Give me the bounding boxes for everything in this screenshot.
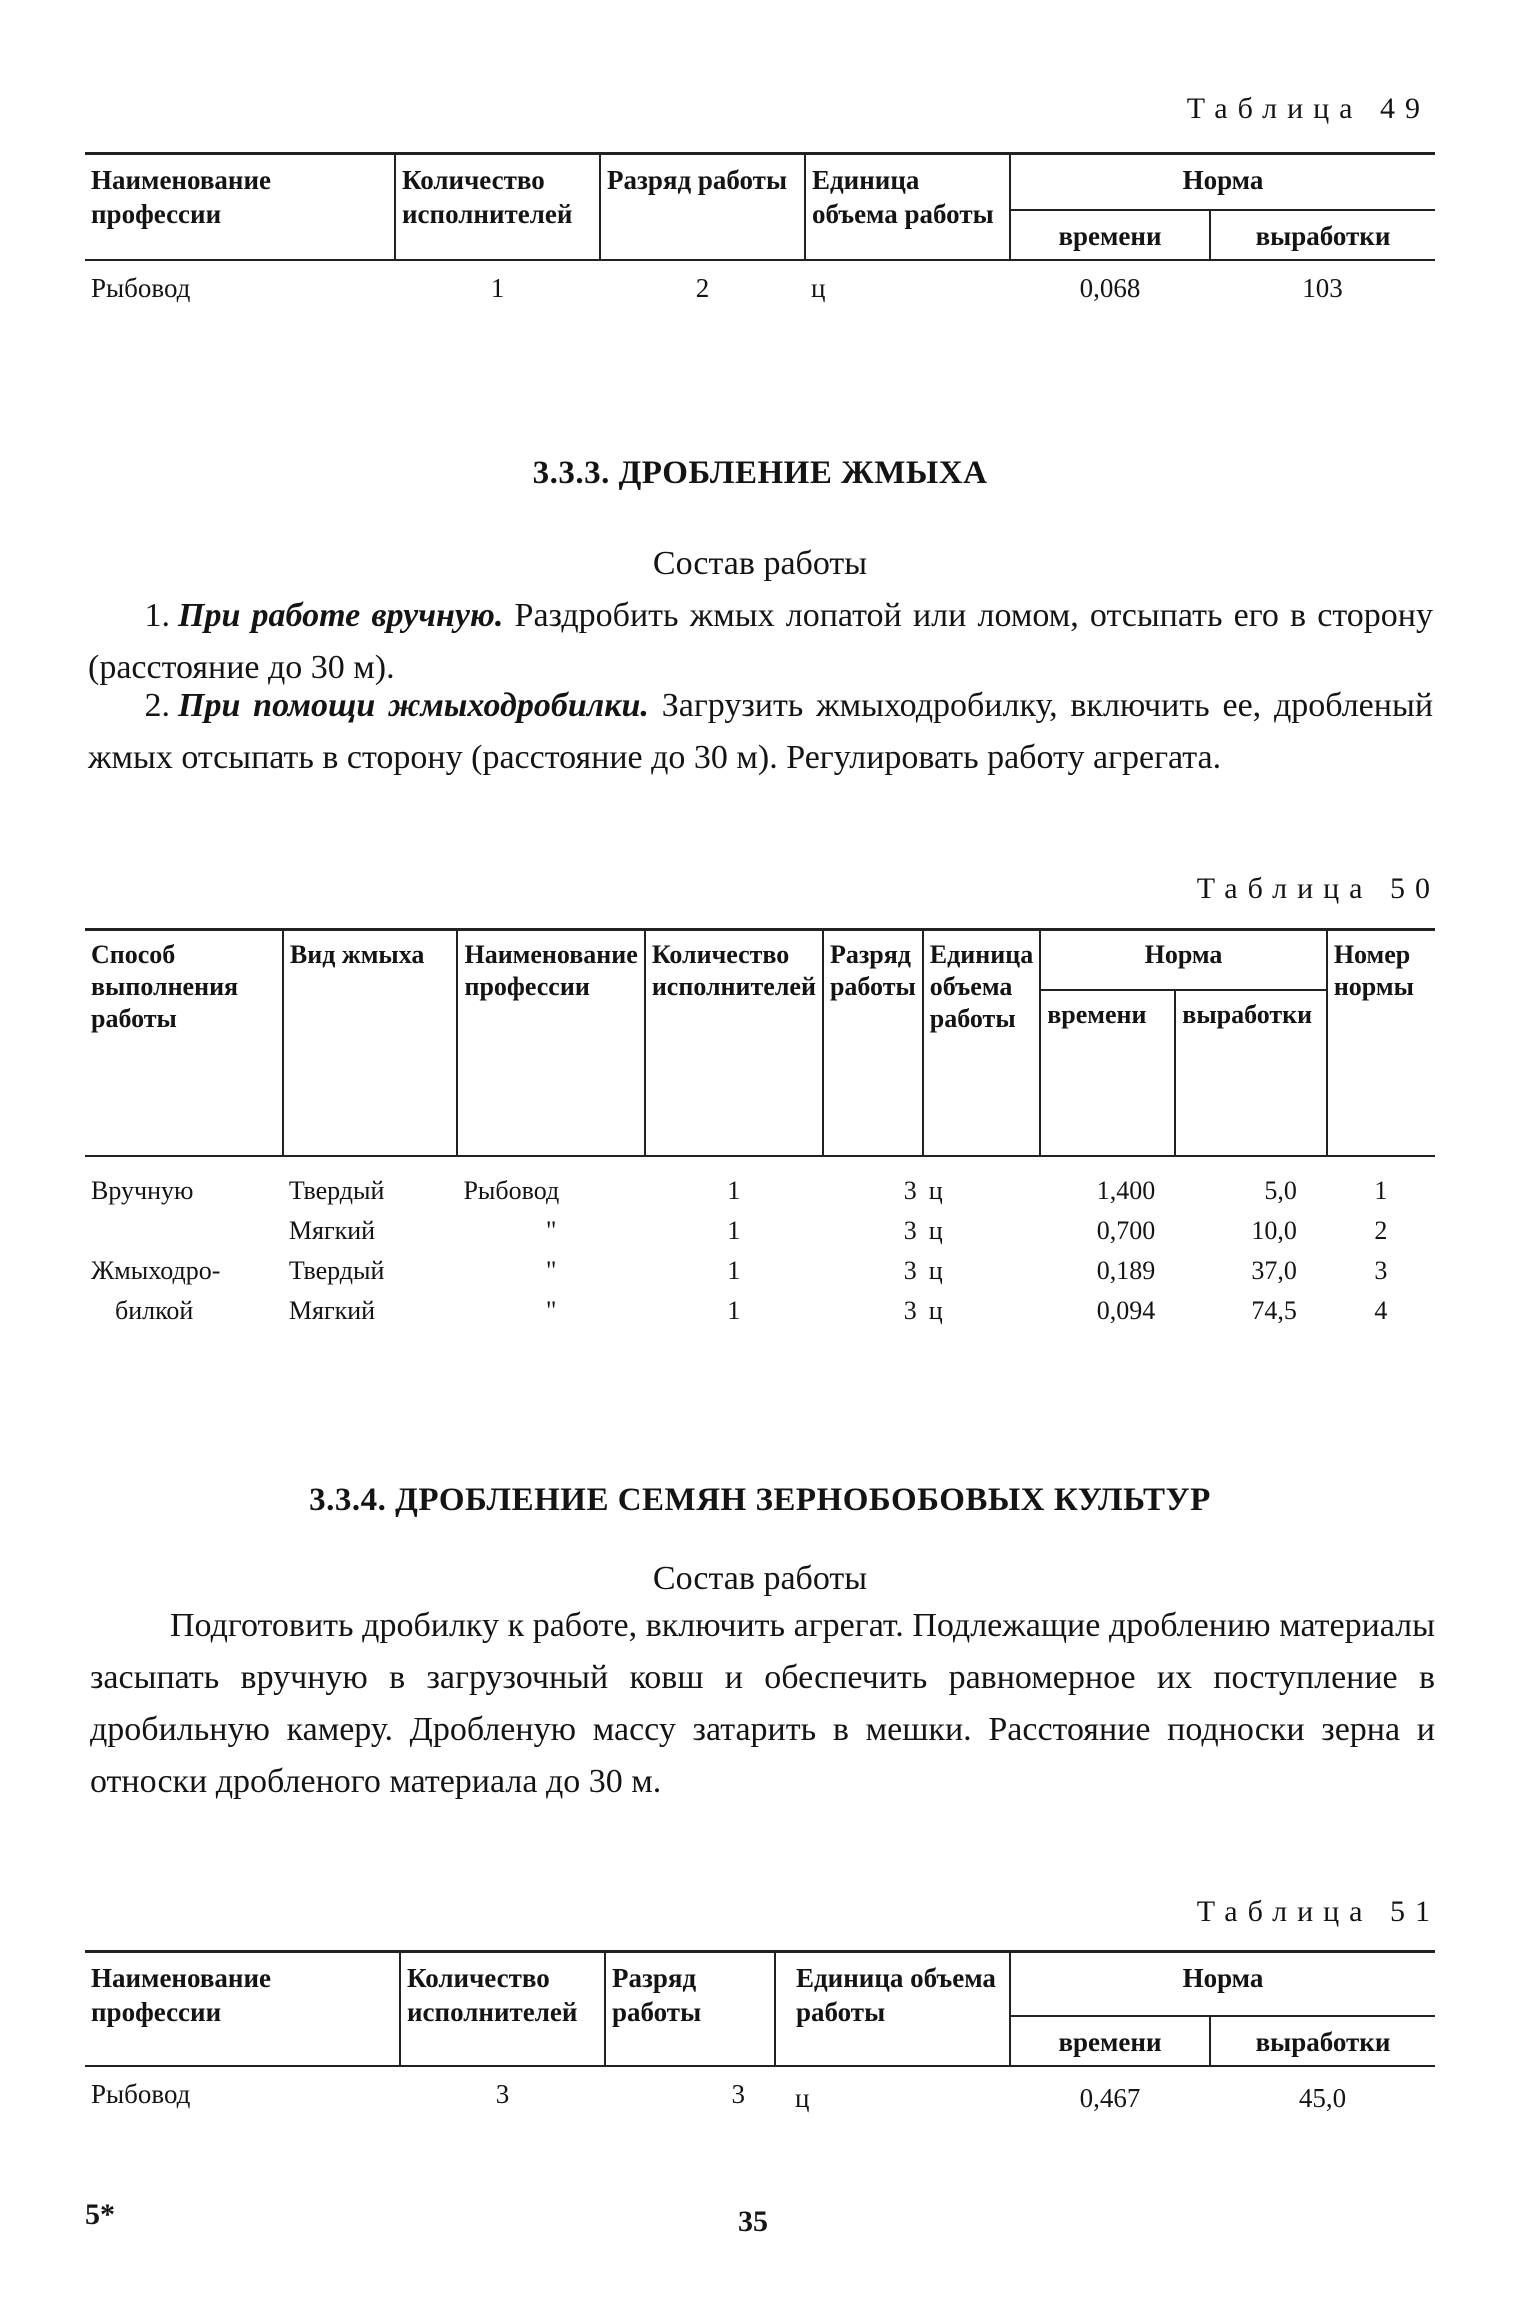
table51-caption: Таблица 51 — [1196, 1895, 1440, 1928]
table49 — [85, 152, 1435, 309]
footer-signature: 5* — [85, 2198, 115, 2231]
section-334-paragraph: Подготовить дробилку к работе, включить агрегат. Подлежащие дроблению материалы засыпать вручную в загрузочный ковш и обеспечить равномерное их поступление в дробильную камеру. Дробленую массу затарить в мешки. Расстояние подноски зерна и относки дробленого материала до 30 м. — [90, 1607, 1435, 1800]
t51-cell-grade: 3 — [731, 2079, 745, 2109]
section-334-subtitle: Состав работы — [652, 1560, 868, 1597]
t50-cell-unit: ц — [928, 1176, 943, 1205]
t50-cell-grade: 3 — [903, 1296, 917, 1325]
table50-caption: Таблица 50 — [1196, 872, 1440, 905]
t50-cell-time: 0,700 — [1096, 1216, 1156, 1245]
t50-cell-output: 37,0 — [1251, 1256, 1297, 1285]
t50-cell-time: 0,189 — [1096, 1256, 1156, 1285]
t50-header-performers: Количество исполнителей — [645, 930, 823, 1157]
t49-cell-output: 103 — [1302, 273, 1343, 303]
table51 — [85, 1950, 1435, 2119]
p2-italic: При помощи жмыходробилки. — [178, 687, 649, 724]
t50-cell-cake-type: Мягкий — [288, 1216, 376, 1245]
t51-header-grade: Разряд работы — [605, 1952, 775, 2067]
t51-header-output: выработки — [1210, 2016, 1435, 2066]
t51-cell-profession: Рыбовод — [91, 2079, 191, 2109]
t50-cell-grade: 3 — [903, 1216, 917, 1245]
table-row — [85, 1211, 1435, 1251]
t49-header-time: времени — [1010, 210, 1210, 260]
t50-header-norm: Норма — [1040, 930, 1327, 991]
section-333-subtitle: Состав работы — [652, 545, 868, 582]
t49-cell-performers: 1 — [490, 273, 505, 303]
table-row — [85, 1291, 1435, 1331]
t49-header-norm: Норма — [1010, 154, 1435, 211]
t49-header-performers: Количество исполнителей — [395, 154, 600, 261]
t50-cell-method — [85, 1211, 283, 1251]
page-number: 35 — [738, 2205, 768, 2238]
section-333-title: 3.3.3. ДРОБЛЕНИЕ ЖМЫХА — [532, 455, 988, 491]
table49-caption: Таблица 49 — [1186, 92, 1430, 125]
t50-cell-profession: Рыбовод — [463, 1176, 560, 1205]
t50-cell-unit: ц — [928, 1216, 943, 1245]
t51-header-performers: Количество исполнителей — [400, 1952, 605, 2067]
table-row — [85, 260, 1435, 309]
t50-header-time: времени — [1040, 990, 1175, 1156]
p1-number: 1. — [144, 597, 170, 634]
t50-cell-norm-no: 4 — [1374, 1296, 1388, 1325]
t50-header-unit: Единица объема работы — [923, 930, 1040, 1157]
section-333-paragraph-2 — [88, 680, 1433, 784]
section-333-paragraph-1 — [88, 590, 1433, 694]
t50-cell-method: Вручную — [91, 1176, 194, 1205]
t49-cell-time: 0,068 — [1079, 273, 1141, 303]
t50-cell-grade: 3 — [903, 1256, 917, 1285]
t51-header-norm: Норма — [1010, 1952, 1435, 2017]
t49-cell-grade: 2 — [695, 273, 710, 303]
t50-cell-time: 1,400 — [1096, 1176, 1156, 1205]
table-row — [85, 2066, 1435, 2119]
t50-cell-output: 74,5 — [1251, 1296, 1297, 1325]
t50-cell-performers: 1 — [727, 1216, 741, 1245]
t50-cell-norm-no: 3 — [1374, 1256, 1388, 1285]
t50-cell-cake-type: Твердый — [288, 1176, 385, 1205]
t50-header-norm-no: Номер нормы — [1327, 930, 1435, 1157]
t51-header-unit: Единица объема работы — [775, 1952, 1010, 2067]
t50-cell-performers: 1 — [727, 1296, 741, 1325]
t50-cell-method: Жмыходро- — [91, 1256, 221, 1285]
p1-italic: При работе вручную. — [178, 597, 504, 634]
t51-cell-output: 45,0 — [1298, 2083, 1347, 2113]
t50-header-cake-type: Вид жмыха — [283, 930, 458, 1157]
t49-cell-unit: ц — [811, 273, 826, 303]
p2-text: Загрузить жмыходробилку, включить ее, дробленый жмых отсыпать в сторону (расстояние до 30 м). Регулировать работу агрегата. — [88, 687, 1434, 776]
t50-header-method: Способ выполнения работы — [85, 930, 283, 1157]
t50-cell-norm-no: 2 — [1374, 1216, 1388, 1245]
p2-number: 2. — [144, 687, 170, 724]
t49-header-output: выработки — [1210, 210, 1435, 260]
t51-header-profession: Наименование профессии — [85, 1952, 400, 2067]
t49-header-grade: Разряд работы — [600, 154, 805, 261]
t50-cell-output: 5,0 — [1264, 1176, 1297, 1205]
t50-cell-method: билкой — [115, 1296, 194, 1325]
t50-cell-profession: " — [545, 1256, 557, 1285]
t50-cell-output: 10,0 — [1251, 1216, 1297, 1245]
t50-header-output: выработки — [1175, 990, 1327, 1156]
table-row — [85, 1251, 1435, 1291]
table-row — [85, 1156, 1435, 1211]
t51-cell-unit: ц — [795, 2083, 810, 2113]
t51-header-time: времени — [1010, 2016, 1210, 2066]
t50-cell-unit: ц — [928, 1256, 943, 1285]
t50-cell-performers: 1 — [727, 1256, 741, 1285]
t49-header-profession: Наименование профессии — [85, 154, 395, 261]
table50 — [85, 928, 1435, 1331]
t51-cell-time: 0,467 — [1079, 2083, 1141, 2113]
t50-cell-grade: 3 — [903, 1176, 917, 1205]
t50-cell-profession: " — [545, 1296, 557, 1325]
t50-cell-unit: ц — [928, 1296, 943, 1325]
p1-text: Раздробить жмых лопатой или ломом, отсыпать его в сторону (расстояние до 30 м). — [88, 597, 1433, 686]
t50-cell-time: 0,094 — [1096, 1296, 1156, 1325]
t50-cell-performers: 1 — [727, 1176, 741, 1205]
t50-header-profession: Наименование профессии — [457, 930, 644, 1157]
t50-cell-norm-no: 1 — [1374, 1176, 1388, 1205]
t49-header-unit: Единица объема работы — [805, 154, 1010, 261]
t50-cell-cake-type: Мягкий — [288, 1296, 376, 1325]
t50-cell-cake-type: Твердый — [288, 1256, 385, 1285]
t51-cell-performers: 3 — [495, 2079, 510, 2109]
t49-cell-profession: Рыбовод — [91, 273, 191, 303]
t50-header-grade: Разряд работы — [823, 930, 923, 1157]
section-334-title: 3.3.4. ДРОБЛЕНИЕ СЕМЯН ЗЕРНОБОБОВЫХ КУЛЬТУР — [309, 1482, 1211, 1518]
t50-cell-profession: " — [545, 1216, 557, 1245]
